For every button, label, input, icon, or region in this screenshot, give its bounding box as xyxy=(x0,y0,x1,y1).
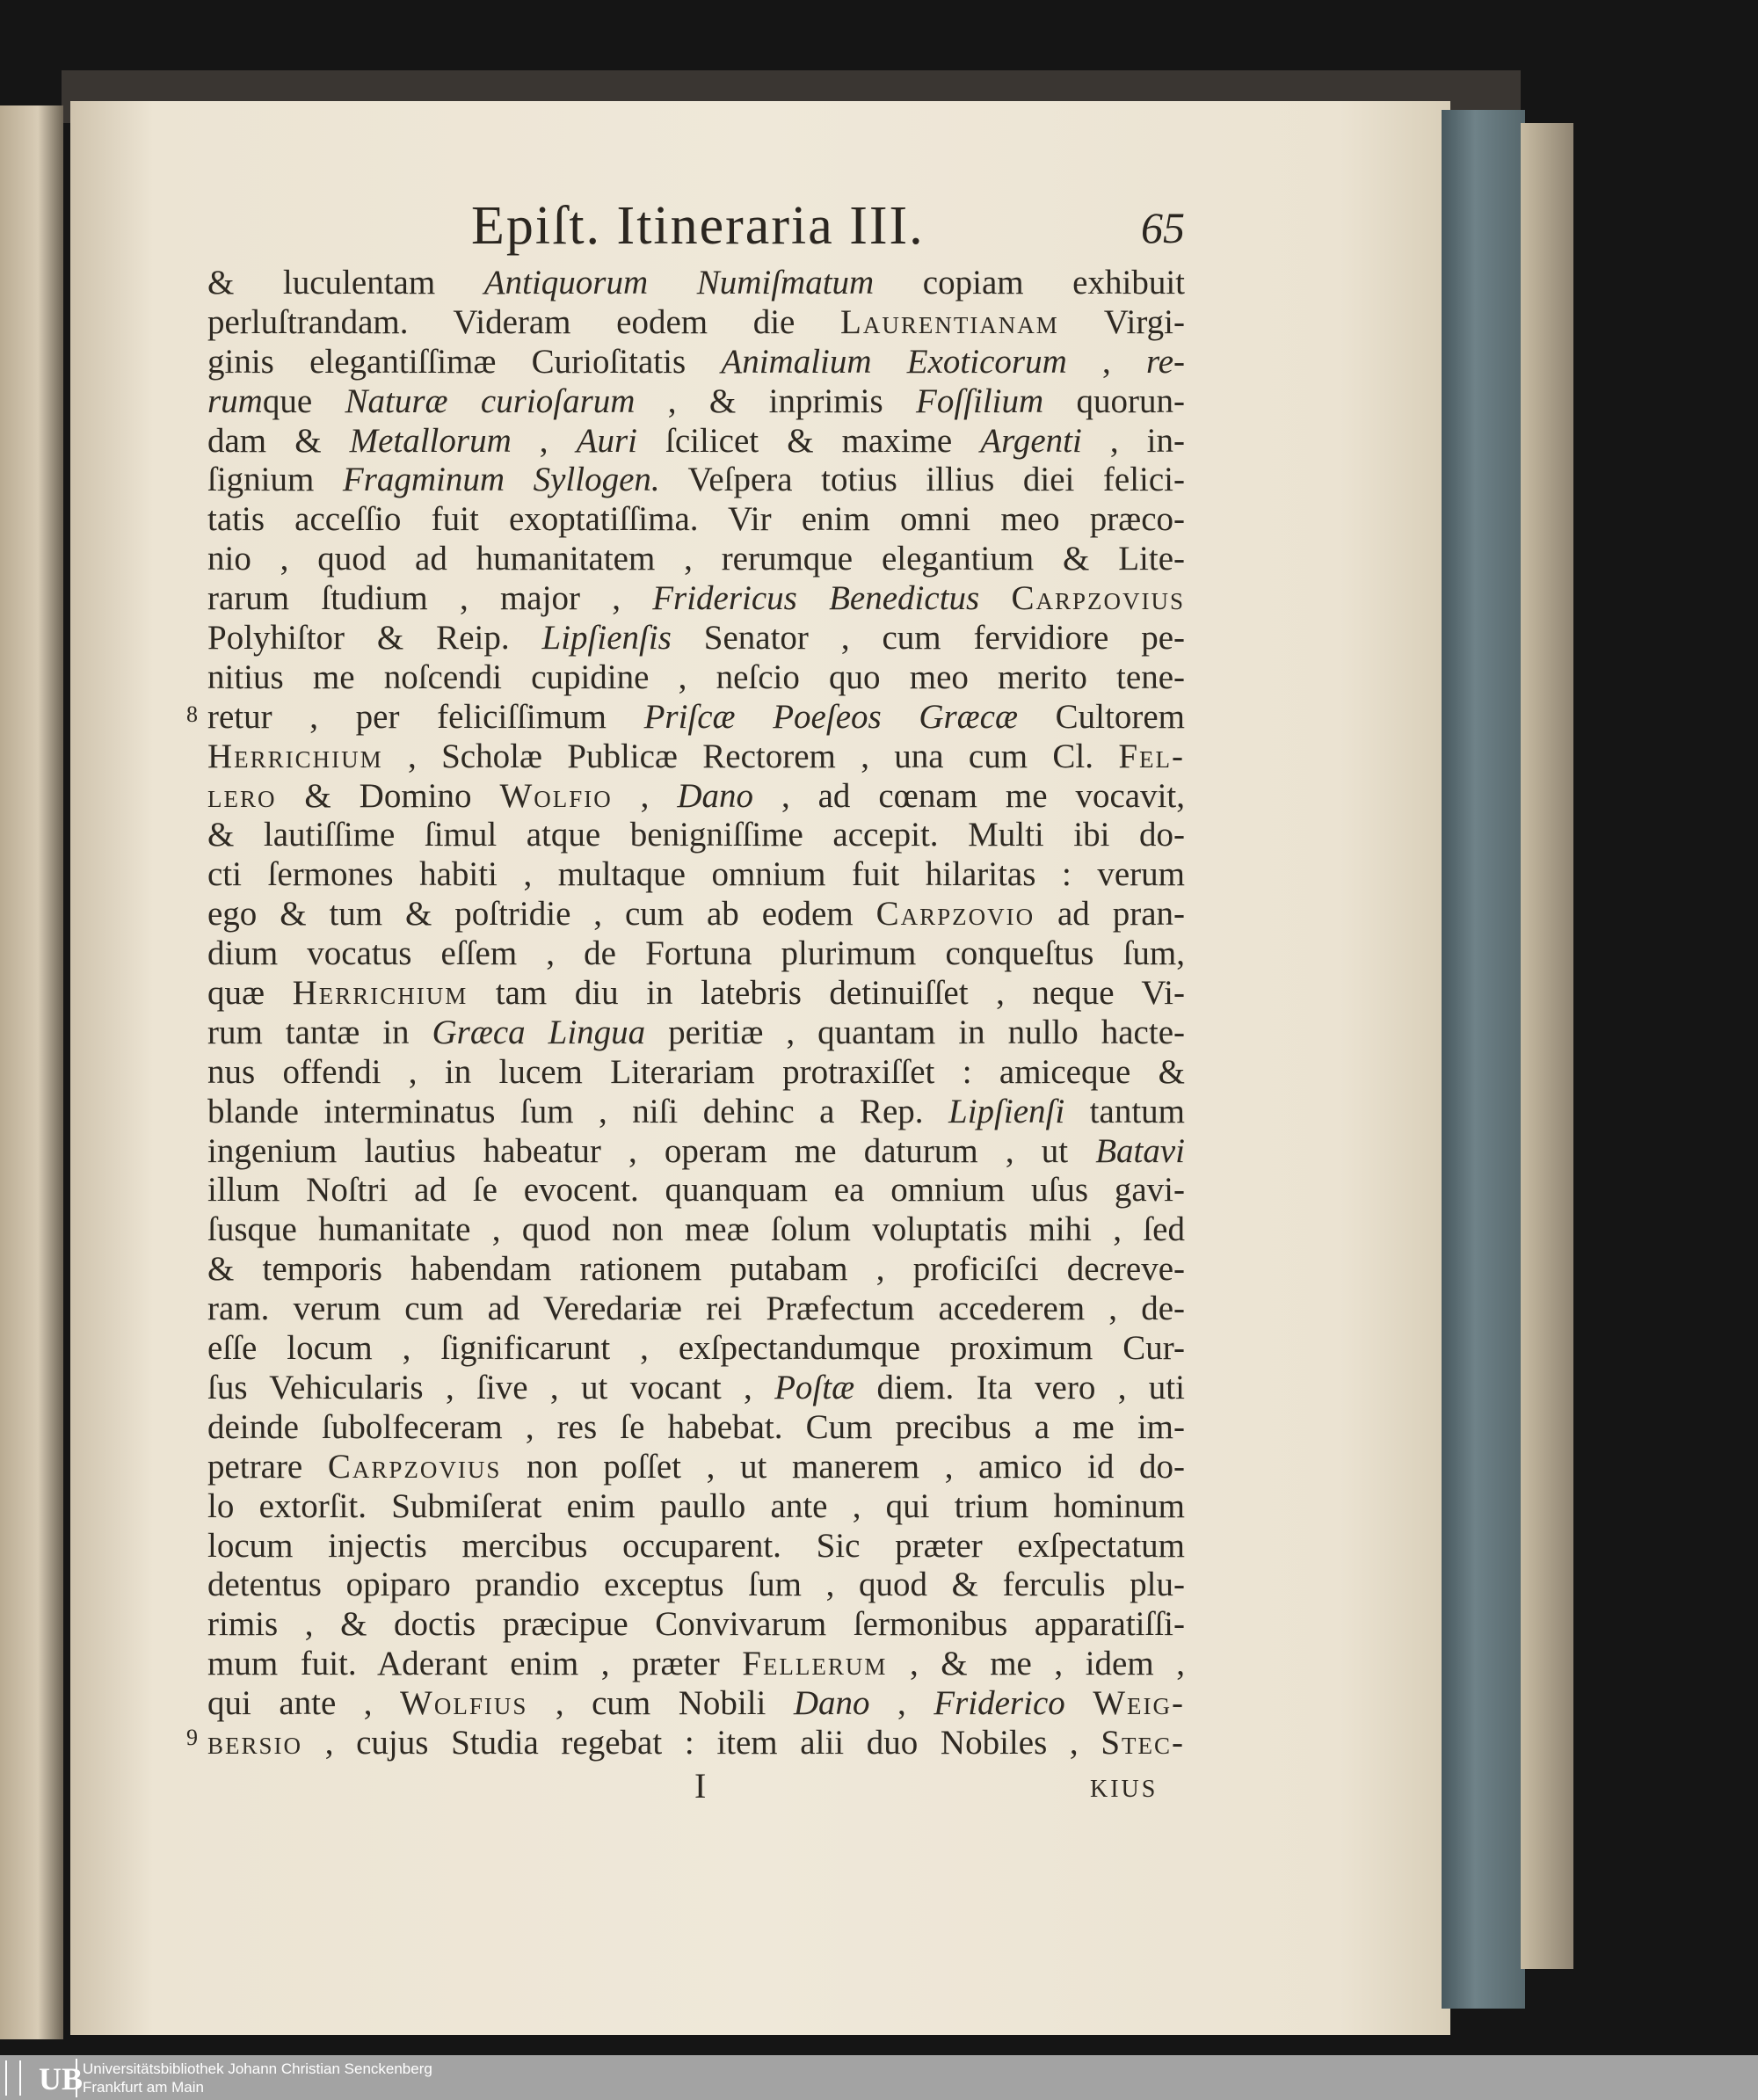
body-text xyxy=(207,264,1185,1763)
text-segment: quorun- xyxy=(1043,381,1186,420)
page-fore-edge xyxy=(1442,110,1525,2009)
text-segment: ram. verum cum ad Veredariæ rei Præfectum accederem , de- xyxy=(207,1290,1185,1328)
text-segment: peritiæ , quantam in nullo hacte- xyxy=(645,1013,1185,1051)
text-segment: , & inprimis xyxy=(635,381,916,420)
page-header xyxy=(207,195,1185,257)
catchword: KIUS xyxy=(1090,1776,1159,1803)
italic-text: re- xyxy=(1145,342,1185,381)
text-line xyxy=(207,461,1185,500)
text-segment: , xyxy=(869,1684,934,1723)
italic-text: Græca Lingua xyxy=(432,1013,646,1051)
italic-text: Batavi xyxy=(1095,1131,1185,1170)
text-segment: ſignium xyxy=(207,461,343,499)
small-caps-name: Carpzovius xyxy=(327,1447,502,1486)
text-segment: ſus Vehicularis , ſive , ut vocant , xyxy=(207,1368,775,1406)
text-segment: qui ante , xyxy=(207,1684,401,1723)
text-segment: tam diu in latebris detinuiſſet , neque Vi- xyxy=(468,974,1185,1013)
italic-text: Poſtæ xyxy=(774,1368,855,1406)
text-line xyxy=(207,1724,1185,1763)
margin-mark: 8 xyxy=(186,701,198,727)
text-segment: diem. Ita vero , uti xyxy=(854,1368,1185,1406)
text-segment: retur , per feliciſſimum xyxy=(207,697,644,736)
text-line xyxy=(207,1487,1185,1527)
italic-text: Antiquorum Numiſmatum xyxy=(483,264,875,302)
text-line xyxy=(207,382,1185,422)
text-segment: blande interminatus ſum , niſi dehinc a Rep. xyxy=(207,1092,949,1130)
text-line xyxy=(207,895,1185,934)
text-segment: que xyxy=(262,381,345,420)
text-segment: detentus opiparo prandio exceptus ſum , quod & ferculis plu- xyxy=(207,1566,1185,1604)
small-caps-name: bersio xyxy=(207,1723,303,1762)
text-segment: Cultorem xyxy=(1018,697,1185,736)
text-line xyxy=(207,540,1185,579)
italic-text: Animalium Exoticorum xyxy=(721,342,1067,381)
text-segment xyxy=(979,579,1011,617)
text-line xyxy=(207,1171,1185,1210)
text-line xyxy=(207,1053,1185,1093)
text-line xyxy=(207,422,1185,461)
text-segment: , xyxy=(1066,342,1146,381)
text-segment: rimis , & doctis præcipue Convivarum ſermonibus apparatiſſi- xyxy=(207,1605,1185,1644)
text-segment: nio , quod ad humanitatem , rerumque elegantium & Lite- xyxy=(207,540,1185,578)
text-segment: locum injectis mercibus occuparent. Sic præter exſpectatum xyxy=(207,1526,1185,1565)
text-segment: rum tantæ in xyxy=(207,1013,432,1051)
italic-text: Fridericus Benedictus xyxy=(652,579,980,618)
text-segment: , in- xyxy=(1081,421,1185,460)
text-line xyxy=(207,658,1185,698)
text-segment: ſcilicet & maxime xyxy=(636,421,981,460)
text-line xyxy=(207,1014,1185,1053)
text-line xyxy=(207,1408,1185,1448)
text-line xyxy=(207,1527,1185,1566)
italic-text: Metallorum xyxy=(349,421,512,460)
italic-text: Auri xyxy=(576,421,637,460)
italic-text: Dano xyxy=(677,776,754,815)
small-caps-name: Laurentianam xyxy=(840,302,1059,341)
text-segment: nitius me noſcendi cupidine , neſcio quo meo merito tene- xyxy=(207,658,1185,696)
italic-text: Friderico xyxy=(933,1684,1065,1723)
text-line xyxy=(207,974,1185,1014)
italic-text: Fragminum Syllogen. xyxy=(342,461,660,499)
text-segment: Polyhiſtor & Reip. xyxy=(207,619,542,658)
text-segment: , xyxy=(612,776,678,815)
text-segment: deinde ſubolfeceram , res ſe habebat. Cum precibus a me im- xyxy=(207,1407,1185,1446)
text-segment: nus offendi , in lucem Literariam protraxiſſet : amiceque & xyxy=(207,1052,1185,1091)
text-segment: , & me , idem , xyxy=(887,1645,1185,1683)
small-caps-name: lero xyxy=(207,776,277,815)
text-line xyxy=(207,1093,1185,1132)
library-logo xyxy=(4,2059,84,2097)
text-segment: ad pran- xyxy=(1035,895,1185,934)
text-segment: tantum xyxy=(1064,1092,1185,1130)
text-segment: , cum Nobili xyxy=(527,1684,794,1723)
text-line xyxy=(207,1210,1185,1250)
text-segment: , xyxy=(511,421,577,460)
small-caps-name: Herrichium xyxy=(292,974,469,1013)
text-line xyxy=(207,738,1185,777)
small-caps-name: Herrichium xyxy=(207,737,383,775)
text-segment: Veſpera totius illius diei felici- xyxy=(659,461,1185,499)
text-line xyxy=(207,1566,1185,1605)
text-line xyxy=(207,1605,1185,1645)
text-segment: ſusque humanitate , quod non meæ ſolum voluptatis mihi , ſed xyxy=(207,1210,1185,1249)
text-line xyxy=(207,1250,1185,1290)
text-line xyxy=(207,500,1185,540)
text-segment: Senator , cum fervidiore pe- xyxy=(671,619,1185,658)
text-segment: ingenium lautius habeatur , operam me daturum , ut xyxy=(207,1131,1096,1170)
text-segment: dium vocatus eſſem , de Fortuna plurimum conqueſtus ſum, xyxy=(207,934,1185,973)
text-line xyxy=(207,1448,1185,1487)
text-segment: , Scholæ Publicæ Rectorem , una cum Cl. xyxy=(382,737,1119,775)
small-caps-name: Wolfio xyxy=(499,776,613,815)
text-line xyxy=(207,934,1185,974)
text-line xyxy=(207,1132,1185,1172)
italic-text: rum xyxy=(207,381,263,420)
text-segment: illum Noſtri ad ſe evocent. quanquam ea omnium uſus gavi- xyxy=(207,1171,1185,1210)
italic-text: Dano xyxy=(793,1684,870,1723)
italic-text: Naturæ curioſarum xyxy=(345,381,636,420)
text-line xyxy=(207,579,1185,619)
text-segment: lo extorſit. Submiſerat enim paullo ante , qui trium hominum xyxy=(207,1486,1185,1525)
text-line xyxy=(207,1645,1185,1684)
footer-location: Frankfurt am Main xyxy=(83,2079,204,2096)
running-title: Epiſt. Itineraria III. xyxy=(471,196,925,256)
text-segment: & luculentam xyxy=(207,264,484,302)
text-line xyxy=(207,777,1185,817)
logo-bars-icon xyxy=(5,2060,21,2096)
italic-text: Lipſienſis xyxy=(541,619,672,658)
text-segment: & Domino xyxy=(276,776,500,815)
text-line xyxy=(207,619,1185,658)
small-caps-name: Wolfius xyxy=(400,1684,528,1723)
text-segment: ginis elegantiſſimæ Curioſitatis xyxy=(207,342,722,381)
text-segment: & temporis habendam rationem putabam , proficiſci decreve- xyxy=(207,1250,1185,1289)
small-caps-name: Fellerum xyxy=(742,1645,888,1683)
text-segment: cti ſermones habiti , multaque omnium fuit hilaritas : verum xyxy=(207,855,1185,894)
small-caps-name: Weig- xyxy=(1093,1684,1186,1723)
text-line xyxy=(207,1369,1185,1408)
text-line xyxy=(207,264,1185,303)
small-caps-name: Fel- xyxy=(1118,737,1185,775)
text-segment: quæ xyxy=(207,974,293,1013)
text-segment: & lautiſſime ſimul atque benigniſſime accepit. Multi ibi do- xyxy=(207,816,1185,854)
text-line xyxy=(207,1329,1185,1369)
footer-library-name: Universitätsbibliothek Johann Christian Senckenberg xyxy=(83,2060,432,2077)
text-line xyxy=(207,816,1185,855)
text-segment: non poſſet , ut manerem , amico id do- xyxy=(501,1447,1185,1486)
small-caps-name: Carpzovio xyxy=(875,895,1035,934)
signature-mark: I xyxy=(694,1766,707,1806)
text-segment: dam & xyxy=(207,421,350,460)
page-number: 65 xyxy=(1141,203,1185,252)
text-segment xyxy=(1065,1684,1093,1722)
text-segment: Virgi- xyxy=(1058,302,1185,341)
text-segment: petrare xyxy=(207,1447,328,1486)
text-segment: mum fuit. Aderant enim , præter xyxy=(207,1645,743,1683)
text-line xyxy=(207,698,1185,738)
text-line xyxy=(207,1290,1185,1329)
text-segment: copiam exhibuit xyxy=(874,264,1185,302)
text-segment: , ad cœnam me vocavit, xyxy=(753,776,1185,815)
text-segment: perluſtrandam. Videram eodem die xyxy=(207,302,840,341)
text-segment: rarum ſtudium , major , xyxy=(207,579,653,618)
library-footer xyxy=(0,2055,1758,2100)
logo-text: UB xyxy=(39,2061,84,2096)
text-line xyxy=(207,855,1185,895)
text-line xyxy=(207,303,1185,343)
text-segment: tatis acceſſio fuit exoptatiſſima. Vir enim omni meo præco- xyxy=(207,500,1185,539)
text-segment: ego & tum & poſtridie , cum ab eodem xyxy=(207,895,876,934)
small-caps-name: Stec- xyxy=(1101,1723,1185,1762)
small-caps-name: Carpzovius xyxy=(1011,579,1186,618)
text-segment: eſſe locum , ſignificarunt , exſpectandumque proximum Cur- xyxy=(207,1329,1185,1368)
text-line xyxy=(207,1684,1185,1724)
italic-text: Argenti xyxy=(980,421,1082,460)
binding-edge xyxy=(1521,123,1573,1969)
facing-page-edge xyxy=(0,105,63,2039)
margin-mark: 9 xyxy=(186,1725,198,1750)
italic-text: Priſcæ Poeſeos Græcæ xyxy=(643,697,1019,736)
italic-text: Lipſienſi xyxy=(948,1092,1065,1130)
text-line xyxy=(207,343,1185,382)
text-segment: , cujus Studia regebat : item alii duo Nobiles , xyxy=(302,1723,1101,1762)
italic-text: Foſſilium xyxy=(916,381,1044,420)
